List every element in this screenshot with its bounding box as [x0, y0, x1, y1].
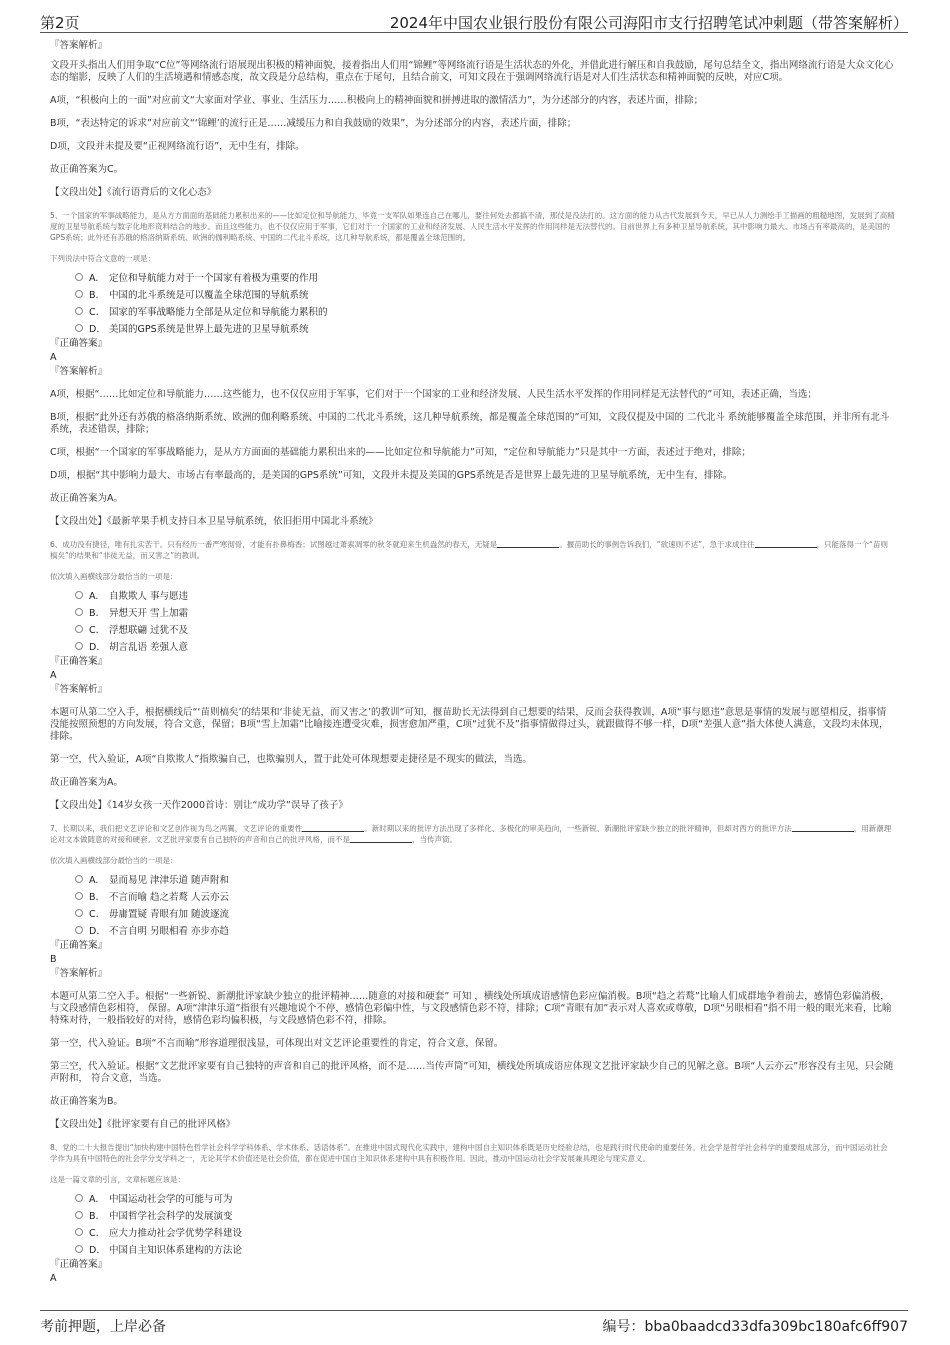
analysis-text: 文段开头指出人们用争取“C位”等网络流行语展现出积极的精神面貌，接着指出人们用“锦鲤”等网络流行语是生活状态的外化，并借此进行解压和自我鼓励，尾句总结全文，指出网络流行语是大众文化心态的缩影，反映了人们的生活境遇和情感态度，故文段是分总结构，重点在于尾句，且结合前文，可知文段在于强调网络流行语是对人们生活状态和精神面貌的反映，对应C项。: [50, 60, 894, 83]
analysis-label: 『答案解析』: [50, 684, 108, 695]
analysis-option-a: A项，“积极向上的一面”对应前文“大家面对学业、事业、生活压力……积极向上的精神面貌和拼搏进取的激情活力”，为分述部分的内容，表述片面，排除；: [50, 95, 704, 106]
analysis-text: 本题可从第二空入手，根据横线后“‘苗则槁矣’的结果和‘非徒无益，而又害之’的教训”可知，揠苗助长无法得到自己想要的结果，反而会获得教训，A项“事与愿违”意思是事情的发展与愿望相反，指事情没能按照预想的方向发展，符合文意，保留；B项“雪上加霜”比喻接连遭受灾难，损害愈加严重，C项“过犹不及”指事情做得过头，就跟做得不够一样，D项“差强人意”指大体使人满意，文段均未体现，排除。: [50, 707, 889, 742]
question-8-stem: 8、党的二十大报告提出“加快构建中国特色哲学社会科学学科体系、学术体系、话语体系”。在推进中国式现代化实践中，建构中国自主知识体系既是历史经验总结，也是践行时代使命的重要任务。社会学是哲学社会科学的重要组成部分，而中国运动社会学作为具有中国特色的社会学分支学科之一，无论其学术价值还是社会价值，都在促进中国自主知识体系建构中具有积极作用。因此，推动中国运动社会学发展兼具理论与现实意义。: [50, 1143, 888, 1163]
analysis-label: 『答案解析』: [50, 40, 108, 51]
option-b[interactable]: B. 不言而喻 趋之若鹜 人云亦云: [50, 889, 895, 906]
analysis-text: 本题可从第二空入手。根据“一些新锐、新潮批评家缺少独立的批评精神……随意的对接和硬套” 可知 ，横线处所填成语感情色彩应偏消极。B项“趋之若鹜”比喻人们成群地争着前去，感情色彩偏消极， 与文段感情色彩相符， 保留。A项“津津乐道”指很有兴趣地说个不停，感情色彩偏中性，与文段感情色彩不符，排除；C项“青眼有加”表示对人喜欢或尊敬，D项“另眼相看”指不用一般的眼光来看，比喻特殊对待，一般指较好的对待，感情色彩均偏积极，与文段感情色彩不符，排除。: [50, 991, 892, 1026]
answer-label: 『正确答案』: [50, 940, 108, 951]
analysis-conclusion: 故正确答案为A。: [50, 493, 123, 504]
question-5-stem: 5、一个国家的军事战略能力，是从方方面面的基础能力累积出来的——比如定位和导航能力，毕竟一支军队如果连自己在哪儿，要往何处去都搞不清，那仗是没法打的。这方面的能力从古代发展到今天，早已从人力测绘手工描画的粗糙地图，发展到了高精度的卫星导航系统与数字化地形资料结合的地步。而且这些能力，也不仅仅应用于军事，它们对于一个国家的工业和经济发展、人民生活水平发挥的作用同样是无法替代的。目前世界上有多种卫星导航系统，其中影响力最大、市场占有率最高的，是美国的GPS系统；此外还有苏俄的格洛纳斯系统、欧洲的伽利略系统、中国的二代北斗系统，这几种导航系统，都是覆盖全球范围的。: [50, 211, 895, 242]
source-citation: 【文段出处】《14岁女孩一天作2000首诗：别让“成功学”误导了孩子》: [50, 800, 348, 811]
option-a[interactable]: A. 定位和导航能力对于一个国家有着极为重要的作用: [50, 270, 895, 287]
radio-icon[interactable]: [75, 926, 83, 934]
question-7-prompt: 依次填入画横线部分最恰当的一项是：: [50, 856, 178, 865]
analysis-text: 第一空，代入验证。B项“不言而喻”形容道理很浅显，可体现出对文艺评论重要性的肯定，符合文意，保留。: [50, 1038, 504, 1049]
radio-icon[interactable]: [75, 591, 83, 599]
radio-icon[interactable]: [75, 273, 83, 281]
option-d[interactable]: D. 美国的GPS系统是世界上最先进的卫星导航系统: [50, 321, 895, 338]
footer-slogan: 考前押题，上岸必备: [40, 1319, 166, 1335]
radio-icon[interactable]: [75, 625, 83, 633]
answer-label: 『正确答案』: [50, 338, 108, 349]
option-a[interactable]: A. 中国运动社会学的可能与可为: [50, 1191, 895, 1208]
answer-label: 『正确答案』: [50, 1259, 108, 1270]
analysis-label: 『答案解析』: [50, 366, 108, 377]
document-code: 编号：bba0baadcd33dfa309bc180afc6ff907: [602, 1319, 908, 1335]
question-5-options: [50, 270, 895, 338]
question-8-options: [50, 1191, 895, 1259]
analysis-option-c: C项，根据“一个国家的军事战略能力，是从方方面面的基础能力累积出来的——比如定位和导航能力”可知，“定位和导航能力”只是其中一方面，表述过于绝对，排除；: [50, 447, 751, 458]
answer-value: A: [50, 670, 57, 681]
source-citation: 【文段出处】《流行语背后的文化心态》: [50, 187, 217, 198]
document-title: 2024年中国农业银行股份有限公司海阳市支行招聘笔试冲刺题（带答案解析）: [389, 14, 908, 32]
radio-icon[interactable]: [75, 290, 83, 298]
source-citation: 【文段出处】《最新苹果手机支持日本卫星导航系统，依旧拒用中国北斗系统》: [50, 516, 378, 527]
fill-blank: [350, 834, 412, 843]
fill-blank: [302, 823, 364, 832]
question-7-stem: 7、长期以来，我们把文艺评论和文艺创作视为鸟之两翼，文艺评论的重要性 。新时期以来的批评方法出现了多样化、多极化的审美趋向，一些新锐、新潮批评家缺少独立的批评精神，但却对西方的批评方法 ，用新潮理论对文本做随意的对接和硬套。文艺批评家要有自己独特的声音和自己的批评风格，而不是 ，当传声筒。: [50, 824, 892, 844]
radio-icon[interactable]: [75, 1194, 83, 1202]
answer-label: 『正确答案』: [50, 656, 108, 667]
radio-icon[interactable]: [75, 642, 83, 650]
question-6-stem: 6、成功没有捷径，唯有扎实苦干。只有经历一番严寒彻骨，才能有扑鼻梅香；试图越过萧索凋零的秋冬就迎来生机盎然的春天，无疑是 。揠苗助长的事例告诉我们，“欲速则不达”，急于求成往往 ，只能落得一个“苗则槁矣”的结果和“非徒无益，而又害之”的教训。: [50, 540, 888, 560]
page-number: 第2页: [40, 14, 80, 32]
radio-icon[interactable]: [75, 608, 83, 616]
radio-icon[interactable]: [75, 875, 83, 883]
fill-blank: [792, 823, 854, 832]
analysis-conclusion: 故正确答案为A。: [50, 777, 123, 788]
option-c[interactable]: C. 应大力推动社会学优势学科建设: [50, 1225, 895, 1242]
source-citation: 【文段出处】《批评家要有自己的批评风格》: [50, 1119, 236, 1130]
option-d[interactable]: D. 胡言乱语 差强人意: [50, 639, 895, 656]
page-header: [40, 10, 908, 33]
analysis-option-d: D项，文段并未提及要“正视网络流行语”，无中生有，排除。: [50, 141, 305, 152]
question-6-options: [50, 588, 895, 656]
option-a[interactable]: A. 显而易见 津津乐道 随声附和: [50, 872, 895, 889]
radio-icon[interactable]: [75, 1228, 83, 1236]
analysis-conclusion: 故正确答案为C。: [50, 164, 124, 175]
answer-value: A: [50, 1273, 57, 1284]
answer-value: A: [50, 352, 57, 363]
option-c[interactable]: C. 浮想联翩 过犹不及: [50, 622, 895, 639]
fill-blank: [755, 539, 817, 548]
radio-icon[interactable]: [75, 324, 83, 332]
option-d[interactable]: D. 不言自明 另眼相看 亦步亦趋: [50, 923, 895, 940]
radio-icon[interactable]: [75, 1211, 83, 1219]
fill-blank: [497, 539, 559, 548]
analysis-option-a: A项，根据“……比如定位和导航能力……这些能力，也不仅仅应用于军事，它们对于一个国家的工业和经济发展、人民生活水平发挥的作用同样是无法替代的”可知，表述正确，当选；: [50, 389, 817, 400]
analysis-text: 第一空，代入验证，A项“自欺欺人”指欺骗自己，也欺骗别人，置于此处可体现想要走捷径是不现实的做法，当选。: [50, 754, 532, 765]
option-c[interactable]: C. 国家的军事战略能力全部是从定位和导航能力累积的: [50, 304, 895, 321]
answer-value: B: [50, 954, 57, 965]
page-footer: [40, 1310, 908, 1335]
radio-icon[interactable]: [75, 909, 83, 917]
question-7-options: [50, 872, 895, 940]
radio-icon[interactable]: [75, 892, 83, 900]
analysis-option-b: B项，根据“此外还有苏俄的格洛纳斯系统、欧洲的伽利略系统、中国的二代北斗系统，这几种导航系统，都是覆盖全球范围的”可知，文段仅提及中国的 二代北斗 系统能够覆盖全球范围，并非所有北斗系统，表述错误，排除；: [50, 412, 890, 435]
analysis-option-d: D项，根据“其中影响力最大、市场占有率最高的，是美国的GPS系统”可知，文段并未提及美国的GPS系统是否是世界上最先进的卫星导航系统，无中生有，排除。: [50, 470, 733, 481]
option-a[interactable]: A. 自欺欺人 事与愿违: [50, 588, 895, 605]
question-6-prompt: 依次填入画横线部分最恰当的一项是：: [50, 572, 178, 581]
option-b[interactable]: B. 异想天开 雪上加霜: [50, 605, 895, 622]
analysis-text: 第三空，代入验证。根据“文艺批评家要有自己独特的声音和自己的批评风格，而不是……当传声筒”可知，横线处所填成语应体现文艺批评家缺少自己的见解之意。B项“人云亦云”形容没有主见，只会随声附和， 符合文意，当选。: [50, 1061, 894, 1084]
option-b[interactable]: B. 中国的北斗系统是可以覆盖全球范围的导航系统: [50, 287, 895, 304]
document-body: [50, 40, 895, 1287]
analysis-conclusion: 故正确答案为B。: [50, 1096, 124, 1107]
question-8-prompt: 这是一篇文章的引言，文章标题应该是：: [50, 1175, 185, 1184]
option-d[interactable]: D. 中国自主知识体系建构的方法论: [50, 1242, 895, 1259]
analysis-label: 『答案解析』: [50, 968, 108, 979]
option-b[interactable]: B. 中国哲学社会科学的发展演变: [50, 1208, 895, 1225]
option-c[interactable]: C. 毋庸置疑 青眼有加 随波逐流: [50, 906, 895, 923]
radio-icon[interactable]: [75, 307, 83, 315]
radio-icon[interactable]: [75, 1245, 83, 1253]
question-5-prompt: 下列说法中符合文意的一项是：: [50, 254, 155, 263]
analysis-option-b: B项，“表达特定的诉求”对应前文“‘锦鲤’的流行正是……减缓压力和自我鼓励的效果”，为分述部分的内容，表述片面，排除；: [50, 118, 577, 129]
